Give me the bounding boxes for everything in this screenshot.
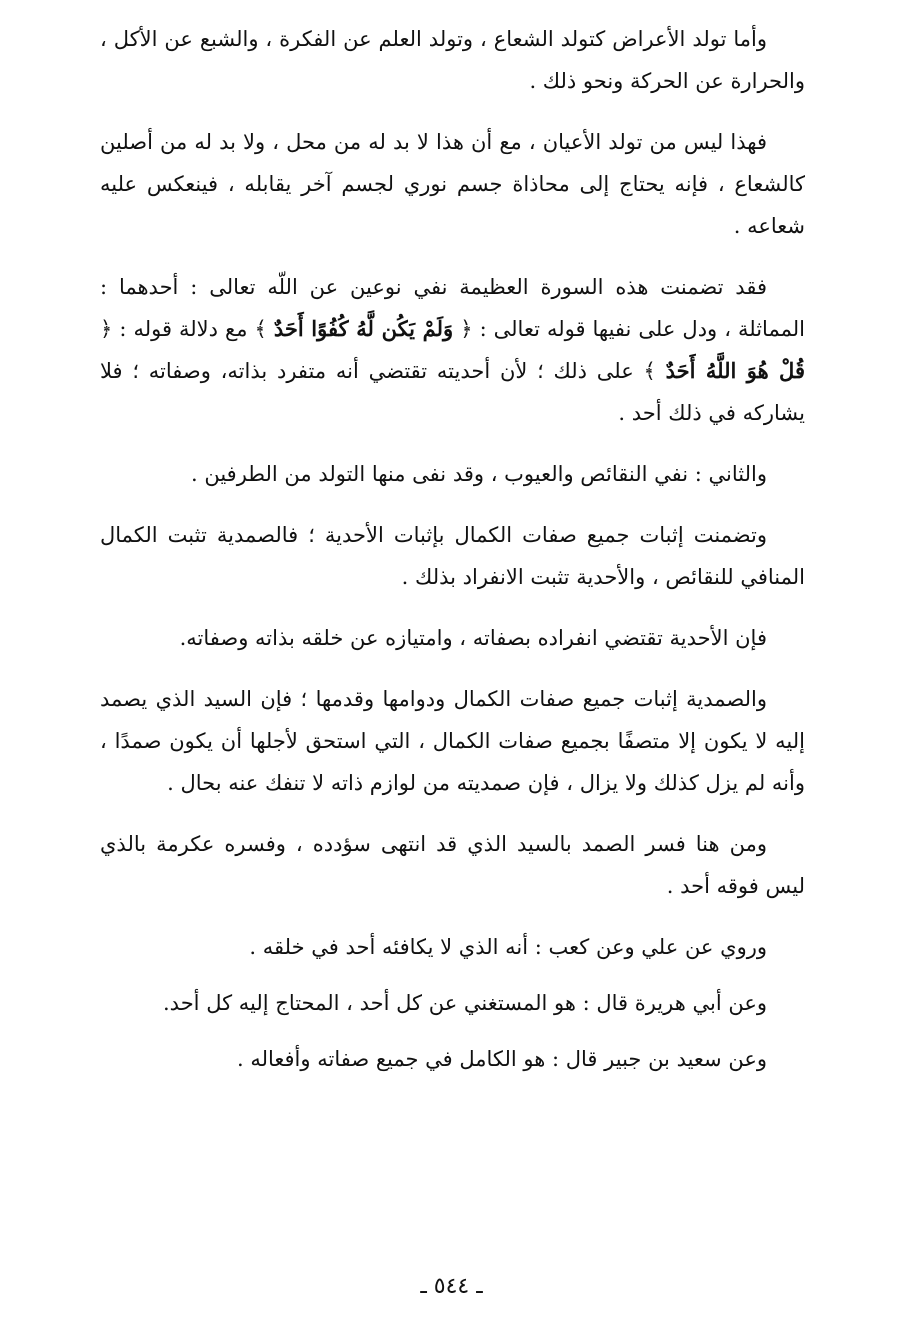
- paragraph-11: وعن سعيد بن جبير قال : هو الكامل في جميع صفاته وأفعاله .: [236, 1047, 767, 1071]
- paragraph-3: [100, 266, 805, 434]
- paragraph-6: فإن الأحدية تقتضي انفراده بصفاته ، وامتيازه عن خلقه بذاته وصفاته.: [179, 626, 767, 650]
- paragraph-10: وعن أبي هريرة قال : هو المستغني عن كل أحد ، المحتاج إليه كل أحد.: [163, 991, 767, 1015]
- paragraph-3-text-3: على ذلك ؛ لأن أحديته تقتضي أنه متفرد بذاته، وصفاته ؛ فلا يشاركه في ذلك أحد .: [100, 359, 805, 425]
- paragraph-4: والثاني : نفي النقائص والعيوب ، وقد نفى منها التولد من الطرفين .: [190, 462, 767, 486]
- quran-bracket-close-2: ﴾: [643, 359, 656, 383]
- page-body: [100, 18, 805, 1094]
- quran-verse-2: قُلْ هُوَ اللَّهُ أَحَدٌ: [665, 358, 805, 383]
- paragraph-8: ومن هنا فسر الصمد بالسيد الذي قد انتهى سؤدده ، وفسره عكرمة بالذي ليس فوقه أحد .: [100, 832, 805, 898]
- quran-verse-1: وَلَمْ يَكُن لَّهُ كُفُوًا أَحَدٌ: [273, 316, 454, 341]
- quran-bracket-open-2: ﴿: [100, 317, 113, 341]
- page-number: ـ ٥٤٤ ـ: [420, 1274, 483, 1299]
- paragraph-5: وتضمنت إثبات جميع صفات الكمال بإثبات الأحدية ؛ فالصمدية تثبت الكمال المنافي للنقائص ، والأحدية تثبت الانفراد بذلك .: [100, 523, 805, 589]
- paragraph-1: وأما تولد الأعراض كتولد الشعاع ، وتولد العلم عن الفكرة ، والشبع عن الأكل ، والحرارة عن الحركة ونحو ذلك .: [100, 27, 805, 93]
- paragraph-9: وروي عن علي وعن كعب : أنه الذي لا يكافئه أحد في خلقه .: [249, 935, 767, 959]
- paragraph-3-text-2: مع دلالة قوله :: [119, 317, 248, 341]
- quran-bracket-open: ﴿: [460, 317, 473, 341]
- paragraph-2: فهذا ليس من تولد الأعيان ، مع أن هذا لا بد له من محل ، ولا بد له من أصلين كالشعاع ، فإنه يحتاج إلى محاذاة جسم نوري لجسم آخر يقابله ، فينعكس عليه شعاعه .: [100, 130, 805, 238]
- paragraph-7: والصمدية إثبات جميع صفات الكمال ودوامها وقدمها ؛ فإن السيد الذي يصمد إليه لا يكون إلا متصفًا بجميع صفات الكمال ، التي استحق لأجلها أن يكون صمدًا ، وأنه لم يزل كذلك ولا يزال ، فإن صمديته من لوازم ذاته لا تنفك عنه بحال .: [100, 687, 805, 795]
- quran-bracket-close: ﴾: [254, 317, 267, 341]
- paragraph-3-text-1: فقد تضمنت هذه السورة العظيمة نفي نوعين عن اللّه تعالى : أحدهما : المماثلة ، ودل على نفيها قوله تعالى :: [100, 275, 805, 341]
